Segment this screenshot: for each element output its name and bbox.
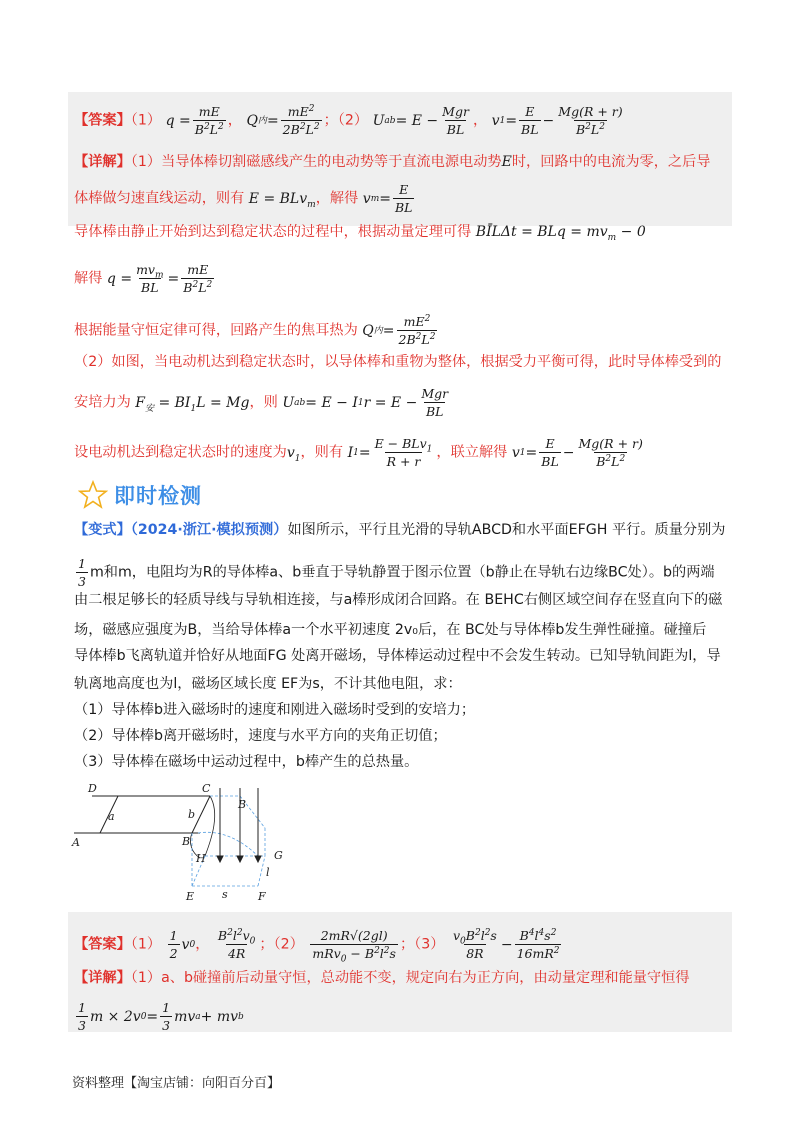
problem-line-2: $\frac{1}{3}$ m和m，电阻均为R的导体棒a、b垂直于导轨静置于图示位置（b静止在导轨右边缘BC处）。b的两端 bbox=[78, 556, 715, 589]
detail2-line-2: $\frac{1}{3}$ m × 2v 0 = $\frac{1}{3}$ mv a + mv b bbox=[78, 1000, 244, 1033]
formula-v1: v 1 = $\frac{E}{BL}$ − $\frac{Mg(R + r)}{B^2L^2}$ bbox=[491, 104, 623, 137]
detail-line-3: 导体棒由静止开始到达到稳定状态的过程中，根据动量定理可得 BĪLΔt = BLq = $mv_m - 0$ bbox=[74, 224, 646, 243]
svg-text:F: F bbox=[258, 890, 266, 903]
problem-line-5: 导体棒b飞离轨道并恰好从地面FG 处离开磁场，导体棒运动过程中不会发生转动。已知导轨间距为l，导 bbox=[74, 648, 721, 664]
svg-text:s: s bbox=[222, 888, 228, 901]
problem-line-6: 轨离地高度也为l，磁场区域长度 EF为s，不计其他电阻，求： bbox=[74, 676, 462, 692]
rail-diagram bbox=[70, 778, 300, 906]
problem-line-3: 由二根足够长的轻质导线与导轨相连接，与a棒形成闭合回路。在 BEHC右侧区域空间存在竖直向下的磁 bbox=[74, 592, 723, 608]
svg-text:B: B bbox=[238, 798, 247, 811]
detail-line-7: 安培力为 $F_安 = BI_1L = Mg$，则 U ab = E − I 1 r = E − $\frac{\text{Mgr}}{BL}$ bbox=[74, 386, 449, 419]
answer-line-2: 【答案】（1） $\frac{1}{2}$ v 0 ， $\frac{B^2l^2v_0}{4R}$ ；（2） $\frac{2mR√(2gl)}{mRv_0 - B^2l^2s}$ ；（3） $\frac{v_0B^2l^2s}{8R}$ − $\frac{B^4l^4s^2}{16mR^2}$ bbox=[74, 927, 560, 965]
formula-Uab: U ab = E − $\frac{\text{Mgr}}{BL}$ bbox=[372, 104, 469, 137]
question-3: （3）导体棒在磁场中运动过程中，b棒产生的总热量。 bbox=[74, 754, 419, 770]
detail2-line-1: 【详解】（1）a、b碰撞前后动量守恒，总动能不变，规定向右为正方向，由动量定理和能量守恒得 bbox=[74, 970, 690, 986]
star-icon bbox=[78, 480, 108, 510]
svg-text:A: A bbox=[72, 836, 80, 849]
detail-line-6: （2）如图，当电动机达到稳定状态时，以导体棒和重物为整体，根据受力平衡可得，此时导体棒受到的 bbox=[74, 354, 722, 370]
problem-line-1: 【变式】（2024·浙江·模拟预测）如图所示，平行且光滑的导轨ABCD和水平面EFGH 平行。质量分别为 bbox=[74, 522, 726, 538]
svg-text:B: B bbox=[182, 835, 191, 848]
formula-q: q = $\frac{mE}{B^2L^2}$ bbox=[165, 104, 224, 137]
detail-line-4: 解得 q = $\frac{mv_m}{BL}$ = $\frac{mE}{B^2L^2}$ bbox=[74, 262, 213, 295]
svg-text:H: H bbox=[196, 852, 206, 865]
question-1: （1）导体棒b进入磁场时的速度和刚进入磁场时受到的安培力； bbox=[74, 702, 476, 718]
detail-line-1: 【详解】（1）当导体棒切割磁感线产生的电动势等于直流电源电动势E时，回路中的电流为零，之后导 bbox=[74, 154, 711, 170]
footer-text: 资料整理【淘宝店铺：向阳百分百】 bbox=[72, 1076, 281, 1091]
detail-line-5: 根据能量守恒定律可得，回路产生的焦耳热为 Q 内 = $\frac{mE^2}{2B^2L^2}$ bbox=[74, 313, 436, 347]
svg-text:E: E bbox=[186, 890, 195, 903]
problem-line-4: 场，磁感应强度为B，当给导体棒a一个水平初速度 2v₀后，在 BC处与导体棒b发生弹性碰撞。碰撞后 bbox=[74, 622, 707, 638]
svg-text:D: D bbox=[88, 782, 97, 795]
svg-text:C: C bbox=[202, 782, 211, 795]
section-title: 即时检测 bbox=[78, 478, 202, 512]
question-2: （2）导体棒b离开磁场时，速度与水平方向的夹角正切值； bbox=[74, 728, 447, 744]
answer-line-1: 【答案】（1） q = $\frac{mE}{B^2L^2}$ ， Q 内 = $\frac{mE^2}{2B^2L^2}$ ；（2） U ab = E − $\frac{\text{Mgr}}{BL}$ ， v 1 = $\frac{E}{BL}$ − $\frac{Mg(R + r)}{B^2L^2}$ bbox=[74, 104, 627, 137]
detail-line-2: 体棒做匀速直线运动，则有 E = BLv$_m$，解得 v m = $\frac{E}{BL}$ bbox=[74, 182, 413, 215]
svg-text:a: a bbox=[108, 810, 115, 823]
svg-text:l: l bbox=[266, 866, 270, 879]
svg-text:G: G bbox=[274, 849, 283, 862]
svg-text:b: b bbox=[188, 808, 196, 821]
detail-line-8: 设电动机达到稳定状态时的速度为$v_1$，则有 I 1 = $\frac{E - BLv_1}{R + r}$ ，联立解得 v 1 = $\frac{E}{BL}$ − $\frac{Mg(R + r)}{B^2L^2}$ bbox=[74, 436, 643, 469]
answer-tag: 【答案】 bbox=[74, 112, 131, 129]
formula-Q: Q 内 = $\frac{mE^2}{2B^2L^2}$ bbox=[246, 103, 320, 137]
